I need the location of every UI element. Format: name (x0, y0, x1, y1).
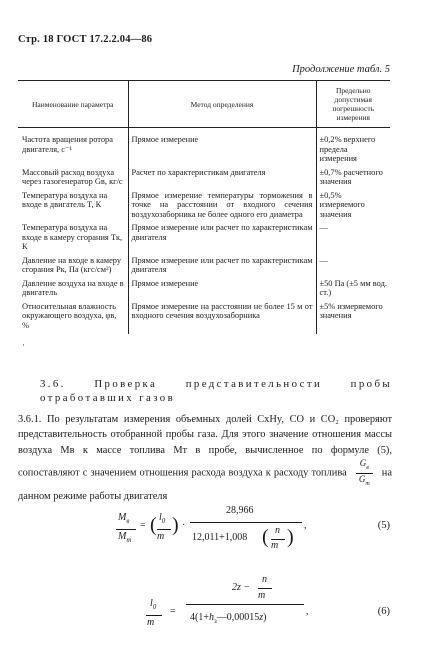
error-cell: — (316, 254, 390, 277)
param-name-cell: Частота вращения ротора двигателя, с⁻¹ (22, 135, 113, 154)
error-cell: — (316, 221, 390, 254)
error-cell: ±0,2% верхнего предела измерения (316, 128, 390, 166)
method-cell: Прямое измерение или расчет по характеристикам двигателя (128, 254, 316, 277)
paragraph-text-end: на данном режиме работы двигателя (18, 467, 392, 502)
page-header: Стр. 18 ГОСТ 17.2.2.04—86 (18, 34, 153, 45)
method-cell: Прямое измерение (128, 128, 316, 166)
table-row (18, 221, 390, 254)
param-name-cell: Температура воздуха на входе в камеру сгорания Tк, К (22, 223, 123, 251)
param-name-cell: Температура воздуха на входе в двигатель T, К (22, 190, 108, 209)
section-title: 3.6. Проверка представительности пробы отработавших газов (40, 378, 392, 404)
error-cell: ±5% измеряемого значения (316, 300, 390, 335)
table-row (18, 166, 390, 189)
error-cell: ±0,5% измеряемого значения (316, 189, 390, 222)
table-row (18, 254, 390, 277)
column-header-error: Предельно допустимая погрешность измерения (316, 81, 390, 128)
column-header-parameter: Наименование параметра (18, 81, 128, 128)
table-header-row (18, 81, 390, 128)
method-cell: Прямое измерение (128, 277, 316, 300)
error-cell: ±0,7% расчетного значения (316, 166, 390, 189)
equation-number-6: (6) (377, 606, 390, 617)
param-name-cell: Массовый расход воздуха через газогенератор Gв, кг/с (22, 167, 123, 186)
table-row (18, 300, 390, 335)
table-row (18, 128, 390, 166)
method-cell: Прямое измерение температуры торможения в точке на расстоянии от входного сечения воздухозаборника не более одного его диаметра (128, 189, 316, 222)
margin-mark: · (22, 340, 25, 350)
param-name-cell: Давление воздуха на входе в двигатель (22, 278, 124, 297)
table-continuation-label: Продолжение табл. 5 (292, 64, 390, 75)
inline-ratio-gv-gt: $G_в$ $G_т$ (356, 458, 373, 489)
paragraph-text-start: 3.6.1. По результатам измерения объемных долей CxHy, CO и CO₂ проверяют представительность отобранной пробы газа. Для этого значение отношения массы воздуха Mв к массе топлива Mт в пробе, вычисленное по формуле (5), сопоставляют с значением отношения расхода воздуха к расходу топлива (18, 414, 392, 479)
method-cell: Прямое измерение или расчет по характеристикам двигателя (128, 221, 316, 254)
table-row (18, 277, 390, 300)
param-name-cell: Давление на входе в камеру сгорания Pк, Па (кгс/см²) (22, 255, 122, 274)
error-cell: ±50 Па (±5 мм вод. ст.) (316, 277, 390, 300)
section-paragraph (18, 412, 392, 504)
param-name-cell: Относительная влажность окружающего воздуха, φв, % (22, 301, 117, 330)
table-row (18, 189, 390, 222)
parameters-table (18, 80, 390, 334)
column-header-method: Метод определения (128, 81, 316, 128)
method-cell: Расчет по характеристикам двигателя (128, 166, 316, 189)
equation-number-5: (5) (377, 520, 390, 531)
method-cell: Прямое измерение на расстоянии не более 15 м от входного сечения воздухозаборника (128, 300, 316, 335)
